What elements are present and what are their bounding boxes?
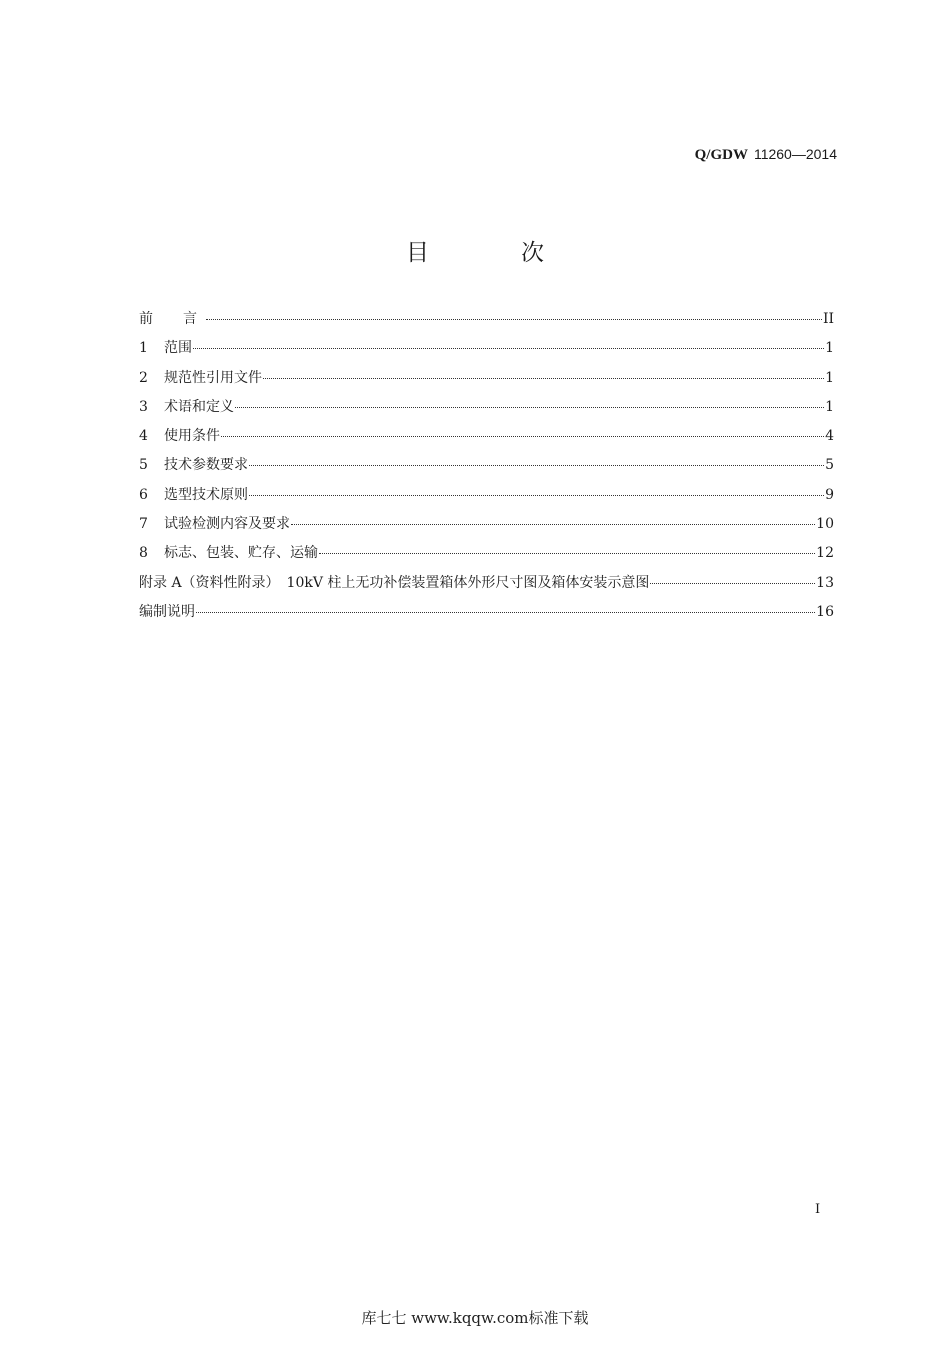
toc-entry-page: 10 [816,516,834,533]
toc-entry-page: 1 [825,340,834,357]
toc-entry-page: 1 [825,369,834,386]
page-number: I [815,1202,821,1217]
toc-entry-number: 5 [139,457,148,474]
toc-entry-label: 术语和定义 [164,398,234,415]
toc-entry-label: 范围 [164,340,192,357]
toc-leader [235,395,824,408]
toc-entry-8[interactable] [139,542,834,571]
toc-leader [193,336,824,349]
toc-leader [650,571,815,584]
page-title [0,234,950,267]
toc-leader [319,541,815,554]
toc-entry-number: 2 [139,369,148,386]
toc-entry-label: 使用条件 [164,428,220,445]
toc-entry-number: 7 [139,516,148,533]
toc-entry-label: 前 言 [139,311,205,327]
toc-leader [196,600,815,613]
toc-leader [221,424,824,437]
toc-leader [291,512,815,525]
toc-leader [263,366,824,379]
toc-entry-number: 8 [139,545,148,562]
toc-entry-number: 6 [139,486,148,503]
toc-entry-page: 13 [816,574,834,591]
page-title-char-2: 次 [521,240,544,266]
toc-leader [249,453,824,466]
toc-entry-page: 12 [816,545,834,562]
toc-entry-7[interactable] [139,513,834,542]
toc-entry-5[interactable] [139,454,834,483]
toc-entry-6[interactable] [139,484,834,513]
toc-entry-page: 1 [825,398,834,415]
toc-entry-1[interactable] [139,337,834,366]
toc-entry-page: 5 [825,457,834,474]
toc-entry-number: 3 [139,398,148,415]
toc-entry-page: II [822,311,834,327]
toc-entry-number: 4 [139,428,148,445]
toc-entry-page: 4 [825,428,834,445]
toc-entry-4[interactable] [139,425,834,454]
toc-entry-appendix-a[interactable] [139,572,834,601]
toc-entry-label: 规范性引用文件 [164,369,262,386]
toc-leader [249,483,824,496]
document-code-number: 11260—2014 [753,146,837,162]
toc-entry-3[interactable] [139,396,834,425]
toc-entry-label: 选型技术原则 [164,486,248,503]
toc-entry-label: 技术参数要求 [164,457,248,474]
document-code-prefix: Q/GDW [694,147,748,163]
toc-leader [206,307,822,320]
toc-entry-foreword[interactable] [139,308,834,337]
footer-watermark: 库七七 www.kqqw.com标准下载 [361,1309,589,1327]
toc-entry-number: 1 [139,340,148,357]
toc-entry-label: 试验检测内容及要求 [164,516,290,533]
toc-entry-page: 9 [825,486,834,503]
toc-entry-2[interactable] [139,367,834,396]
toc-entry-label: 附录 A（资料性附录） 10kV 柱上无功补偿装置箱体外形尺寸图及箱体安装示意图 [139,574,650,591]
toc-entry-label: 标志、包装、贮存、运输 [164,545,318,562]
toc-entry-compilation-notes[interactable] [139,601,834,630]
page-title-char-1: 目 [406,240,429,266]
table-of-contents [139,308,834,630]
document-code [695,146,837,164]
toc-entry-label: 编制说明 [139,603,195,620]
toc-entry-page: 16 [816,603,834,620]
